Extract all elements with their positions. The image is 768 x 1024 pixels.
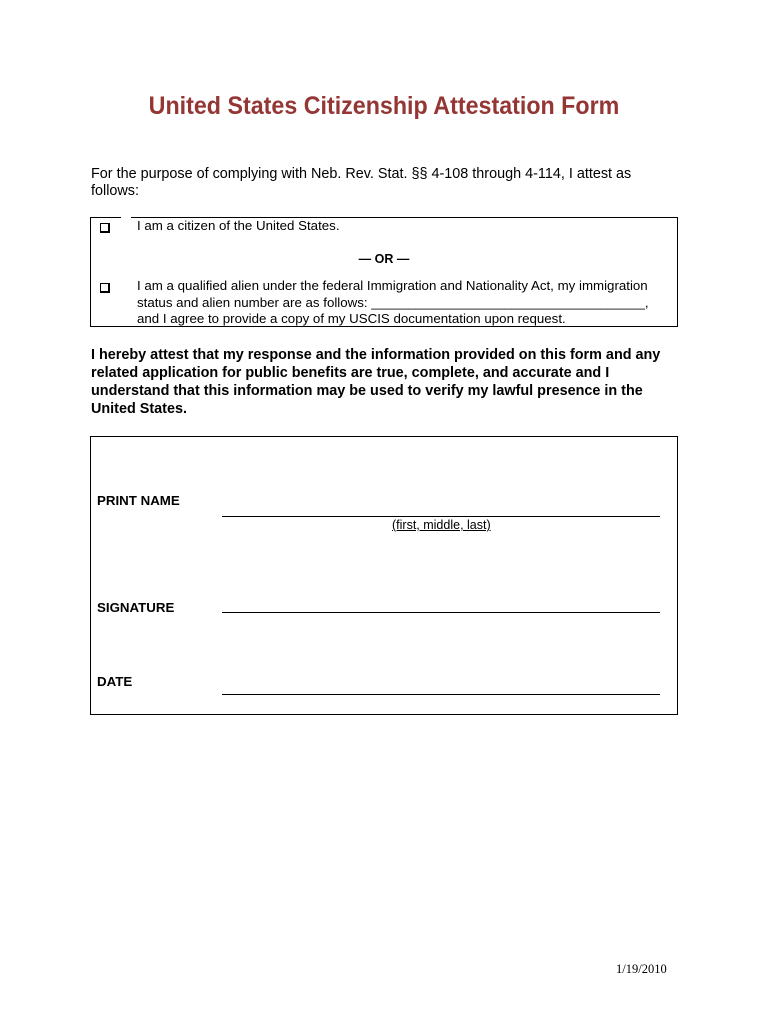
intro-paragraph: For the purpose of complying with Neb. Rev. Stat. §§ 4-108 through 4-114, I attest as follows:: [91, 166, 632, 199]
print-name-line[interactable]: [222, 516, 660, 517]
alien-option-line-3: and I agree to provide a copy of my USCIS documentation upon request.: [137, 311, 566, 326]
box-border-gap: [121, 216, 131, 219]
print-name-label: PRINT NAME: [97, 493, 180, 508]
alien-option-line-1: I am a qualified alien under the federal Immigration and Nationality Act, my immigration: [137, 278, 648, 293]
qualified-alien-checkbox[interactable]: [100, 283, 110, 293]
signature-line[interactable]: [222, 612, 660, 613]
form-title: United States Citizenship Attestation Form: [148, 92, 620, 120]
date-label: DATE: [97, 674, 133, 689]
or-separator: — OR —: [358, 252, 410, 266]
footer-date: 1/19/2010: [616, 962, 667, 976]
citizen-option-label: I am a citizen of the United States.: [137, 218, 340, 233]
print-name-hint: (first, middle, last): [392, 518, 491, 532]
citizen-checkbox[interactable]: [100, 223, 110, 233]
signature-box: [90, 436, 678, 715]
signature-label: SIGNATURE: [97, 600, 175, 615]
alien-option-line-2: status and alien number are as follows: _____________________________________,: [137, 295, 649, 310]
date-line[interactable]: [222, 694, 660, 695]
attestation-statement: I hereby attest that my response and the information provided on this form and any related application for public benefits are true, complete, and accurate and I understand that this information may be used to verify my lawful presence in the United States.: [91, 347, 661, 417]
